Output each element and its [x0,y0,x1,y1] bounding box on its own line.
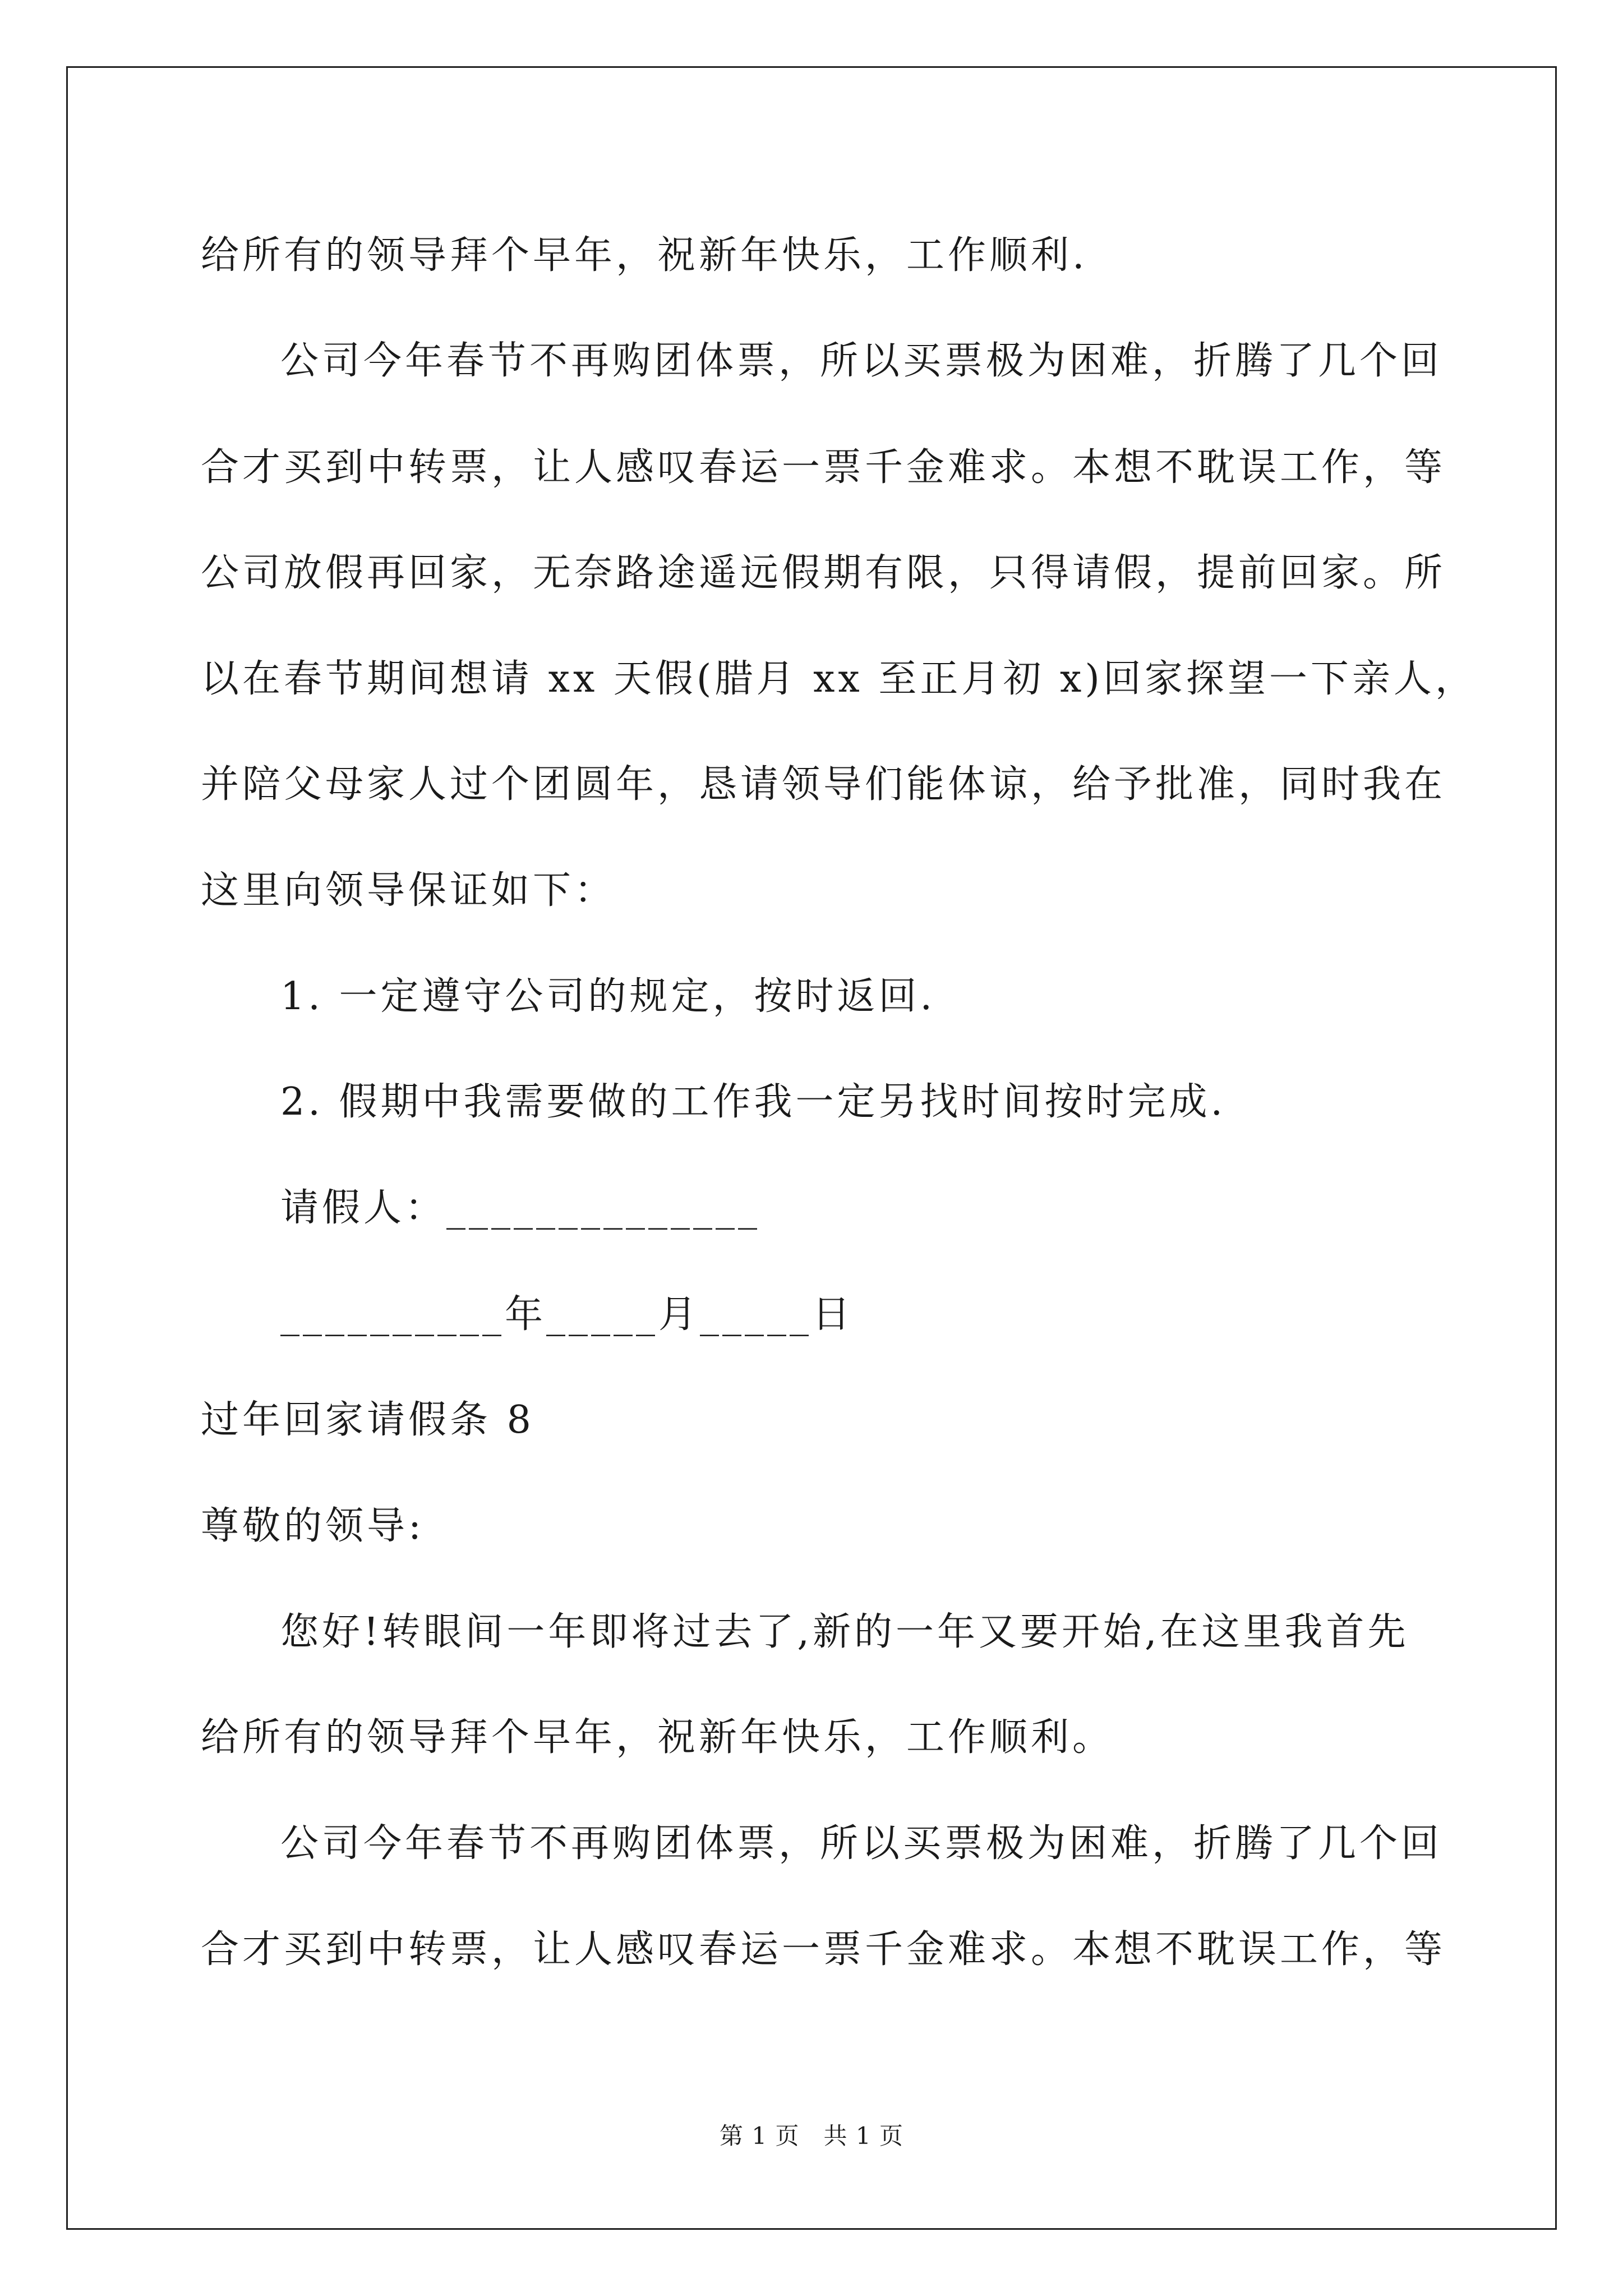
section-title: 过年回家请假条 8 [201,1398,534,1442]
paragraph-line: 以在春节期间想请 xx 天假(腊月 xx 至正月初 x)回家探望一下亲人， [201,657,1477,701]
paragraph-line: 这里向领导保证如下： [201,868,616,913]
paragraph-line: 并陪父母家人过个团圆年，恳请领导们能体谅，给予批准，同时我在 [201,762,1446,807]
paragraph-line: 公司今年春节不再购团体票，所以买票极为困难，折腾了几个回 [280,1821,1443,1866]
paragraph-line: 公司今年春节不再购团体票，所以买票极为困难，折腾了几个回 [280,339,1443,383]
paragraph-line: 给所有的领导拜个早年，祝新年快乐，工作顺利。 [201,1715,1114,1760]
paragraph-line: 给所有的领导拜个早年，祝新年快乐，工作顺利. [201,233,1088,278]
page-number-footer: 第 1 页 共 1 页 [720,2122,903,2150]
page-border [66,66,1557,2230]
date-line: __________年_____月_____日 [280,1292,854,1337]
salutation: 尊敬的领导: [201,1504,425,1548]
list-item: 1. 一定遵守公司的规定，按时返回. [280,974,936,1019]
paragraph-line: 合才买到中转票，让人感叹春运一票千金难求。本想不耽误工作，等 [201,445,1446,490]
list-item: 2. 假期中我需要做的工作我一定另找时间按时完成. [280,1080,1227,1124]
signature-line: 请假人：______________ [280,1186,761,1230]
paragraph-line: 合才买到中转票，让人感叹春运一票千金难求。本想不耽误工作，等 [201,1927,1446,1972]
paragraph-line: 您好!转眼间一年即将过去了,新的一年又要开始,在这里我首先 [280,1610,1409,1654]
paragraph-line: 公司放假再回家，无奈路途遥远假期有限，只得请假，提前回家。所 [201,551,1446,595]
